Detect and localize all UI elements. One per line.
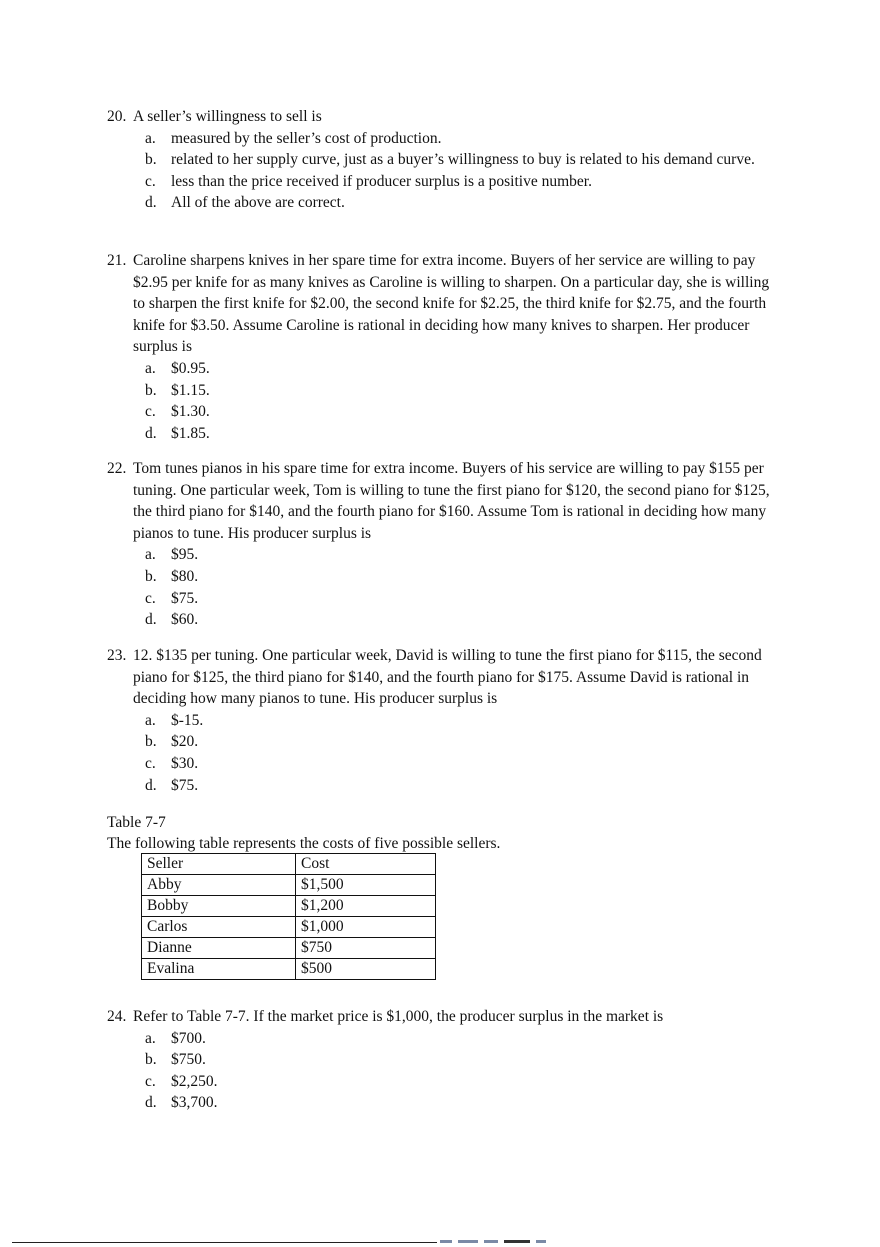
option-list bbox=[107, 710, 777, 796]
seller-cell: Carlos bbox=[142, 917, 296, 938]
option-letter: b. bbox=[145, 381, 157, 399]
option-a bbox=[107, 710, 777, 732]
option-letter: a. bbox=[145, 1029, 156, 1047]
option-b bbox=[107, 1049, 777, 1071]
table-header-row bbox=[142, 854, 436, 875]
option-list bbox=[107, 544, 777, 630]
option-text: $1.30. bbox=[171, 403, 210, 421]
option-a bbox=[107, 128, 777, 150]
cost-cell: $1,200 bbox=[296, 896, 436, 917]
footer-mark bbox=[504, 1240, 530, 1243]
question-text: A seller’s willingness to sell is bbox=[133, 108, 322, 125]
question-20 bbox=[107, 106, 777, 214]
cost-cell: $1,000 bbox=[296, 917, 436, 938]
option-text: $75. bbox=[171, 589, 199, 607]
option-list bbox=[107, 1028, 777, 1114]
option-letter: c. bbox=[145, 1072, 156, 1090]
option-d bbox=[107, 1092, 777, 1114]
option-letter: b. bbox=[145, 1051, 157, 1069]
question-number: 24. bbox=[107, 1008, 127, 1025]
option-d bbox=[107, 423, 777, 445]
option-a bbox=[107, 1028, 777, 1050]
option-c bbox=[107, 401, 777, 423]
option-text: related to her supply curve, just as a buyer’s willingness to buy is related to his demand curve. bbox=[171, 151, 755, 169]
footer-mark bbox=[440, 1240, 452, 1243]
option-letter: d. bbox=[145, 776, 157, 794]
cost-cell: $750 bbox=[296, 938, 436, 959]
option-text: $80. bbox=[171, 567, 199, 585]
table-row bbox=[142, 896, 436, 917]
option-text: less than the price received if producer surplus is a positive number. bbox=[171, 172, 592, 190]
option-text: $30. bbox=[171, 754, 199, 772]
option-letter: a. bbox=[145, 711, 156, 729]
question-number: 20. bbox=[107, 108, 127, 125]
option-letter: c. bbox=[145, 403, 156, 421]
option-text: $0.95. bbox=[171, 359, 210, 377]
option-b bbox=[107, 566, 777, 588]
option-d bbox=[107, 775, 777, 797]
footer-mark bbox=[458, 1240, 478, 1243]
option-b bbox=[107, 731, 777, 753]
option-b bbox=[107, 149, 777, 171]
option-c bbox=[107, 171, 777, 193]
option-text: $750. bbox=[171, 1051, 206, 1069]
table-row bbox=[142, 938, 436, 959]
option-text: $95. bbox=[171, 546, 199, 564]
option-text: $700. bbox=[171, 1029, 206, 1047]
option-d bbox=[107, 609, 777, 631]
footer-divider bbox=[12, 1242, 437, 1243]
footer-artifact bbox=[440, 1240, 640, 1245]
option-letter: a. bbox=[145, 359, 156, 377]
option-letter: d. bbox=[145, 424, 157, 442]
option-a bbox=[107, 358, 777, 380]
option-letter: d. bbox=[145, 194, 157, 212]
question-number: 21. bbox=[107, 252, 127, 269]
option-letter: c. bbox=[145, 172, 156, 190]
question-24 bbox=[107, 1006, 777, 1114]
table-label: Table 7-7 bbox=[107, 814, 166, 831]
option-text: $75. bbox=[171, 776, 199, 794]
option-letter: b. bbox=[145, 567, 157, 585]
option-letter: b. bbox=[145, 733, 157, 751]
option-b bbox=[107, 380, 777, 402]
option-text: $20. bbox=[171, 733, 199, 751]
seller-cell: Bobby bbox=[142, 896, 296, 917]
option-text: measured by the seller’s cost of production. bbox=[171, 129, 442, 147]
option-c bbox=[107, 588, 777, 610]
option-list bbox=[107, 128, 777, 214]
question-number: 23. bbox=[107, 647, 127, 664]
option-text: All of the above are correct. bbox=[171, 194, 345, 212]
column-header: Cost bbox=[296, 854, 436, 875]
option-letter: c. bbox=[145, 589, 156, 607]
option-letter: c. bbox=[145, 754, 156, 772]
question-text: 12. $135 per tuning. One particular week, David is willing to tune the first piano for $115, the second piano for $125, the third piano for $140, and the fourth piano for $175. Assume David is rational in deciding how many pianos to tune. His producer surplus is bbox=[133, 647, 762, 708]
seller-cell: Abby bbox=[142, 875, 296, 896]
option-c bbox=[107, 753, 777, 775]
option-letter: b. bbox=[145, 151, 157, 169]
table-row bbox=[142, 875, 436, 896]
option-text: $1.15. bbox=[171, 381, 210, 399]
option-letter: a. bbox=[145, 546, 156, 564]
option-c bbox=[107, 1071, 777, 1093]
footer-mark bbox=[536, 1240, 546, 1243]
option-text: $-15. bbox=[171, 711, 204, 729]
seller-cost-table bbox=[141, 853, 436, 980]
option-list bbox=[107, 358, 777, 444]
column-header: Seller bbox=[142, 854, 296, 875]
question-text: Tom tunes pianos in his spare time for extra income. Buyers of his service are willing to pay $155 per tuning. One particular week, Tom is willing to tune the first piano for $120, the second piano for $125, the third piano for $140, and the fourth piano for $160. Assume Tom is rational in deciding how many pianos to tune. His producer surplus is bbox=[133, 460, 770, 542]
option-letter: d. bbox=[145, 1094, 157, 1112]
option-text: $1.85. bbox=[171, 424, 210, 442]
question-text: Refer to Table 7-7. If the market price is $1,000, the producer surplus in the market is bbox=[133, 1008, 664, 1025]
option-letter: a. bbox=[145, 129, 156, 147]
table-row bbox=[142, 917, 436, 938]
cost-cell: $1,500 bbox=[296, 875, 436, 896]
table-caption: The following table represents the costs of five possible sellers. bbox=[107, 835, 501, 852]
option-d bbox=[107, 192, 777, 214]
seller-cell: Evalina bbox=[142, 959, 296, 980]
question-21 bbox=[107, 250, 777, 444]
question-number: 22. bbox=[107, 460, 127, 477]
option-letter: d. bbox=[145, 611, 157, 629]
option-text: $60. bbox=[171, 611, 199, 629]
question-23 bbox=[107, 645, 777, 796]
option-a bbox=[107, 544, 777, 566]
question-text: Caroline sharpens knives in her spare time for extra income. Buyers of her service are willing to pay $2.95 per knife for as many knives as Caroline is willing to sharpen. On a particular day, she is willing to sharpen the first knife for $2.00, the second knife for $2.25, the third knife for $2.75, and the fourth knife for $3.50. Assume Caroline is rational in deciding how many knives to sharpen. Her producer surplus is bbox=[133, 252, 770, 356]
option-text: $2,250. bbox=[171, 1072, 218, 1090]
seller-cell: Dianne bbox=[142, 938, 296, 959]
question-22 bbox=[107, 458, 777, 631]
option-text: $3,700. bbox=[171, 1094, 218, 1112]
footer-mark bbox=[484, 1240, 498, 1243]
cost-cell: $500 bbox=[296, 959, 436, 980]
table-row bbox=[142, 959, 436, 980]
